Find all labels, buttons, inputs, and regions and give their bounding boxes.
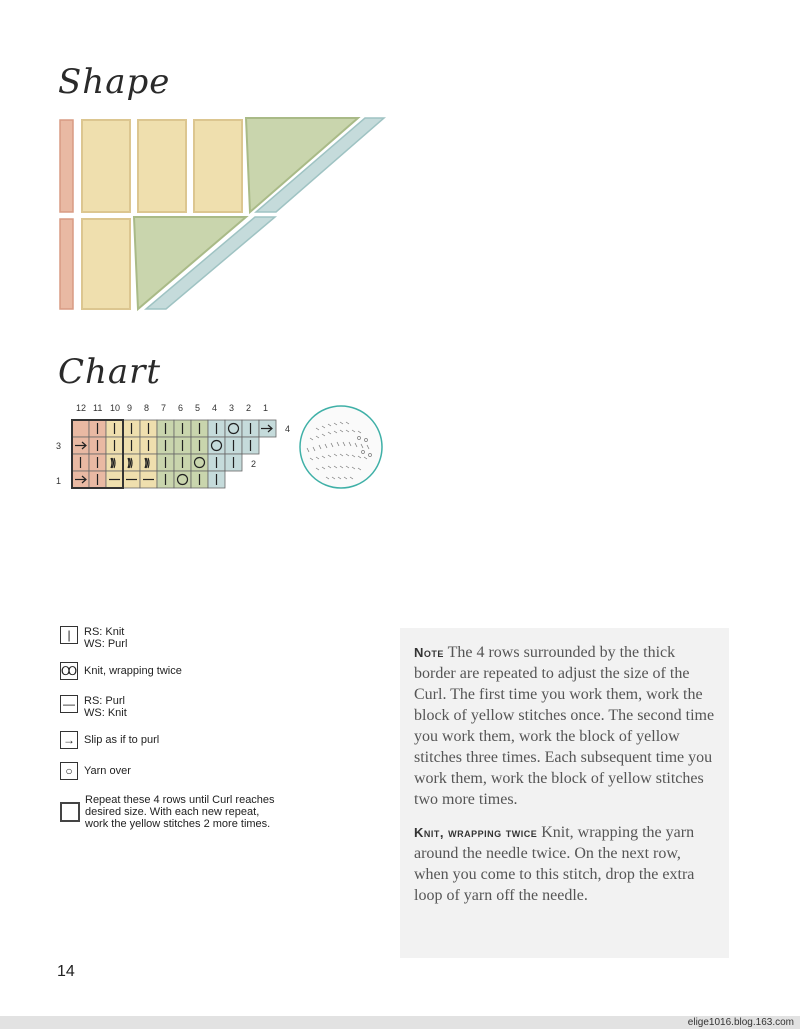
stitch-chart <box>54 398 394 498</box>
column-number: 5 <box>195 403 201 413</box>
legend-item-purl <box>60 695 127 719</box>
chart-row-4 <box>72 420 276 437</box>
yellow-block <box>82 219 130 309</box>
shape-bottom-row <box>60 217 275 309</box>
wrap-twice-icon: Ꝏ <box>60 664 78 678</box>
legend-text: Slip as if to purl <box>84 734 160 746</box>
yellow-block <box>194 120 242 212</box>
legend-text: Repeat these 4 rows until Curl reaches <box>85 794 275 806</box>
swatch-preview <box>300 406 382 488</box>
column-number: 11 <box>93 403 103 413</box>
wrap-twice-body: Knit, wrapping the yarn around the needle twice. On the next row, when you come to this stitch, drop the extra loop of yarn off the needle. <box>414 824 695 904</box>
legend-item-slip <box>60 731 159 749</box>
legend-item-wrap-twice <box>60 662 182 680</box>
column-numbers <box>76 403 268 413</box>
wrap-twice-paragraph <box>414 822 715 906</box>
row-number: 1 <box>56 476 62 486</box>
column-number: 10 <box>110 403 121 413</box>
shape-heading: Shape <box>58 62 171 102</box>
legend-text: Knit, wrapping twice <box>84 665 182 677</box>
row-number: 4 <box>285 424 291 434</box>
legend-text: RS: Knit <box>84 626 125 638</box>
yellow-block <box>82 120 130 212</box>
chart-heading: Chart <box>58 352 162 392</box>
footer-bar <box>0 1016 800 1029</box>
column-number: 7 <box>161 403 167 413</box>
row-number: 3 <box>56 441 62 451</box>
column-number: 4 <box>212 403 218 413</box>
column-number: 6 <box>178 403 184 413</box>
column-number: 1 <box>263 403 269 413</box>
slip-icon: → <box>60 731 78 749</box>
legend-text: RS: Purl <box>84 695 125 707</box>
yellow-block <box>138 120 186 212</box>
legend-item-yarn-over <box>60 762 131 780</box>
legend-text: Yarn over <box>84 765 131 777</box>
column-number: 12 <box>76 403 87 413</box>
shape-top-row <box>60 118 384 212</box>
pink-border-block <box>60 219 73 309</box>
knit-icon: | <box>60 626 78 644</box>
note-paragraph <box>414 642 715 810</box>
purl-icon: — <box>60 695 78 713</box>
green-triangle <box>134 217 246 309</box>
legend-item-knit <box>60 626 127 650</box>
note-body: The 4 rows surrounded by the thick border are repeated to adjust the size of the Curl. The first time you work them, work the block of yellow stitches once. The second time you work them, work the block of yellow stitches three times. Each subsequent time you work them, work the block of yellow stitches two more times. <box>414 644 715 808</box>
legend-text: WS: Purl <box>84 638 128 650</box>
note-box <box>400 628 729 958</box>
shape-diagram <box>58 115 388 315</box>
column-number: 8 <box>144 403 150 413</box>
note-lead: Note <box>414 645 444 660</box>
column-number: 2 <box>246 403 252 413</box>
legend-text: WS: Knit <box>84 707 127 719</box>
yarn-over-icon: ○ <box>60 762 78 780</box>
legend-item-repeat <box>60 794 275 830</box>
column-number: 3 <box>229 403 235 413</box>
page-number: 14 <box>57 963 75 980</box>
legend-text: work the yellow stitches 2 more times. <box>85 818 271 830</box>
wrap-twice-lead: Knit, wrapping twice <box>414 825 538 840</box>
green-triangle <box>246 118 358 212</box>
pink-border-block <box>60 120 73 212</box>
column-number: 9 <box>127 403 133 413</box>
legend-text: desired size. With each new repeat, <box>85 806 260 818</box>
repeat-box-icon <box>60 802 80 822</box>
row-number: 2 <box>251 459 257 469</box>
watermark: elige1016.blog.163.com <box>687 1017 794 1028</box>
